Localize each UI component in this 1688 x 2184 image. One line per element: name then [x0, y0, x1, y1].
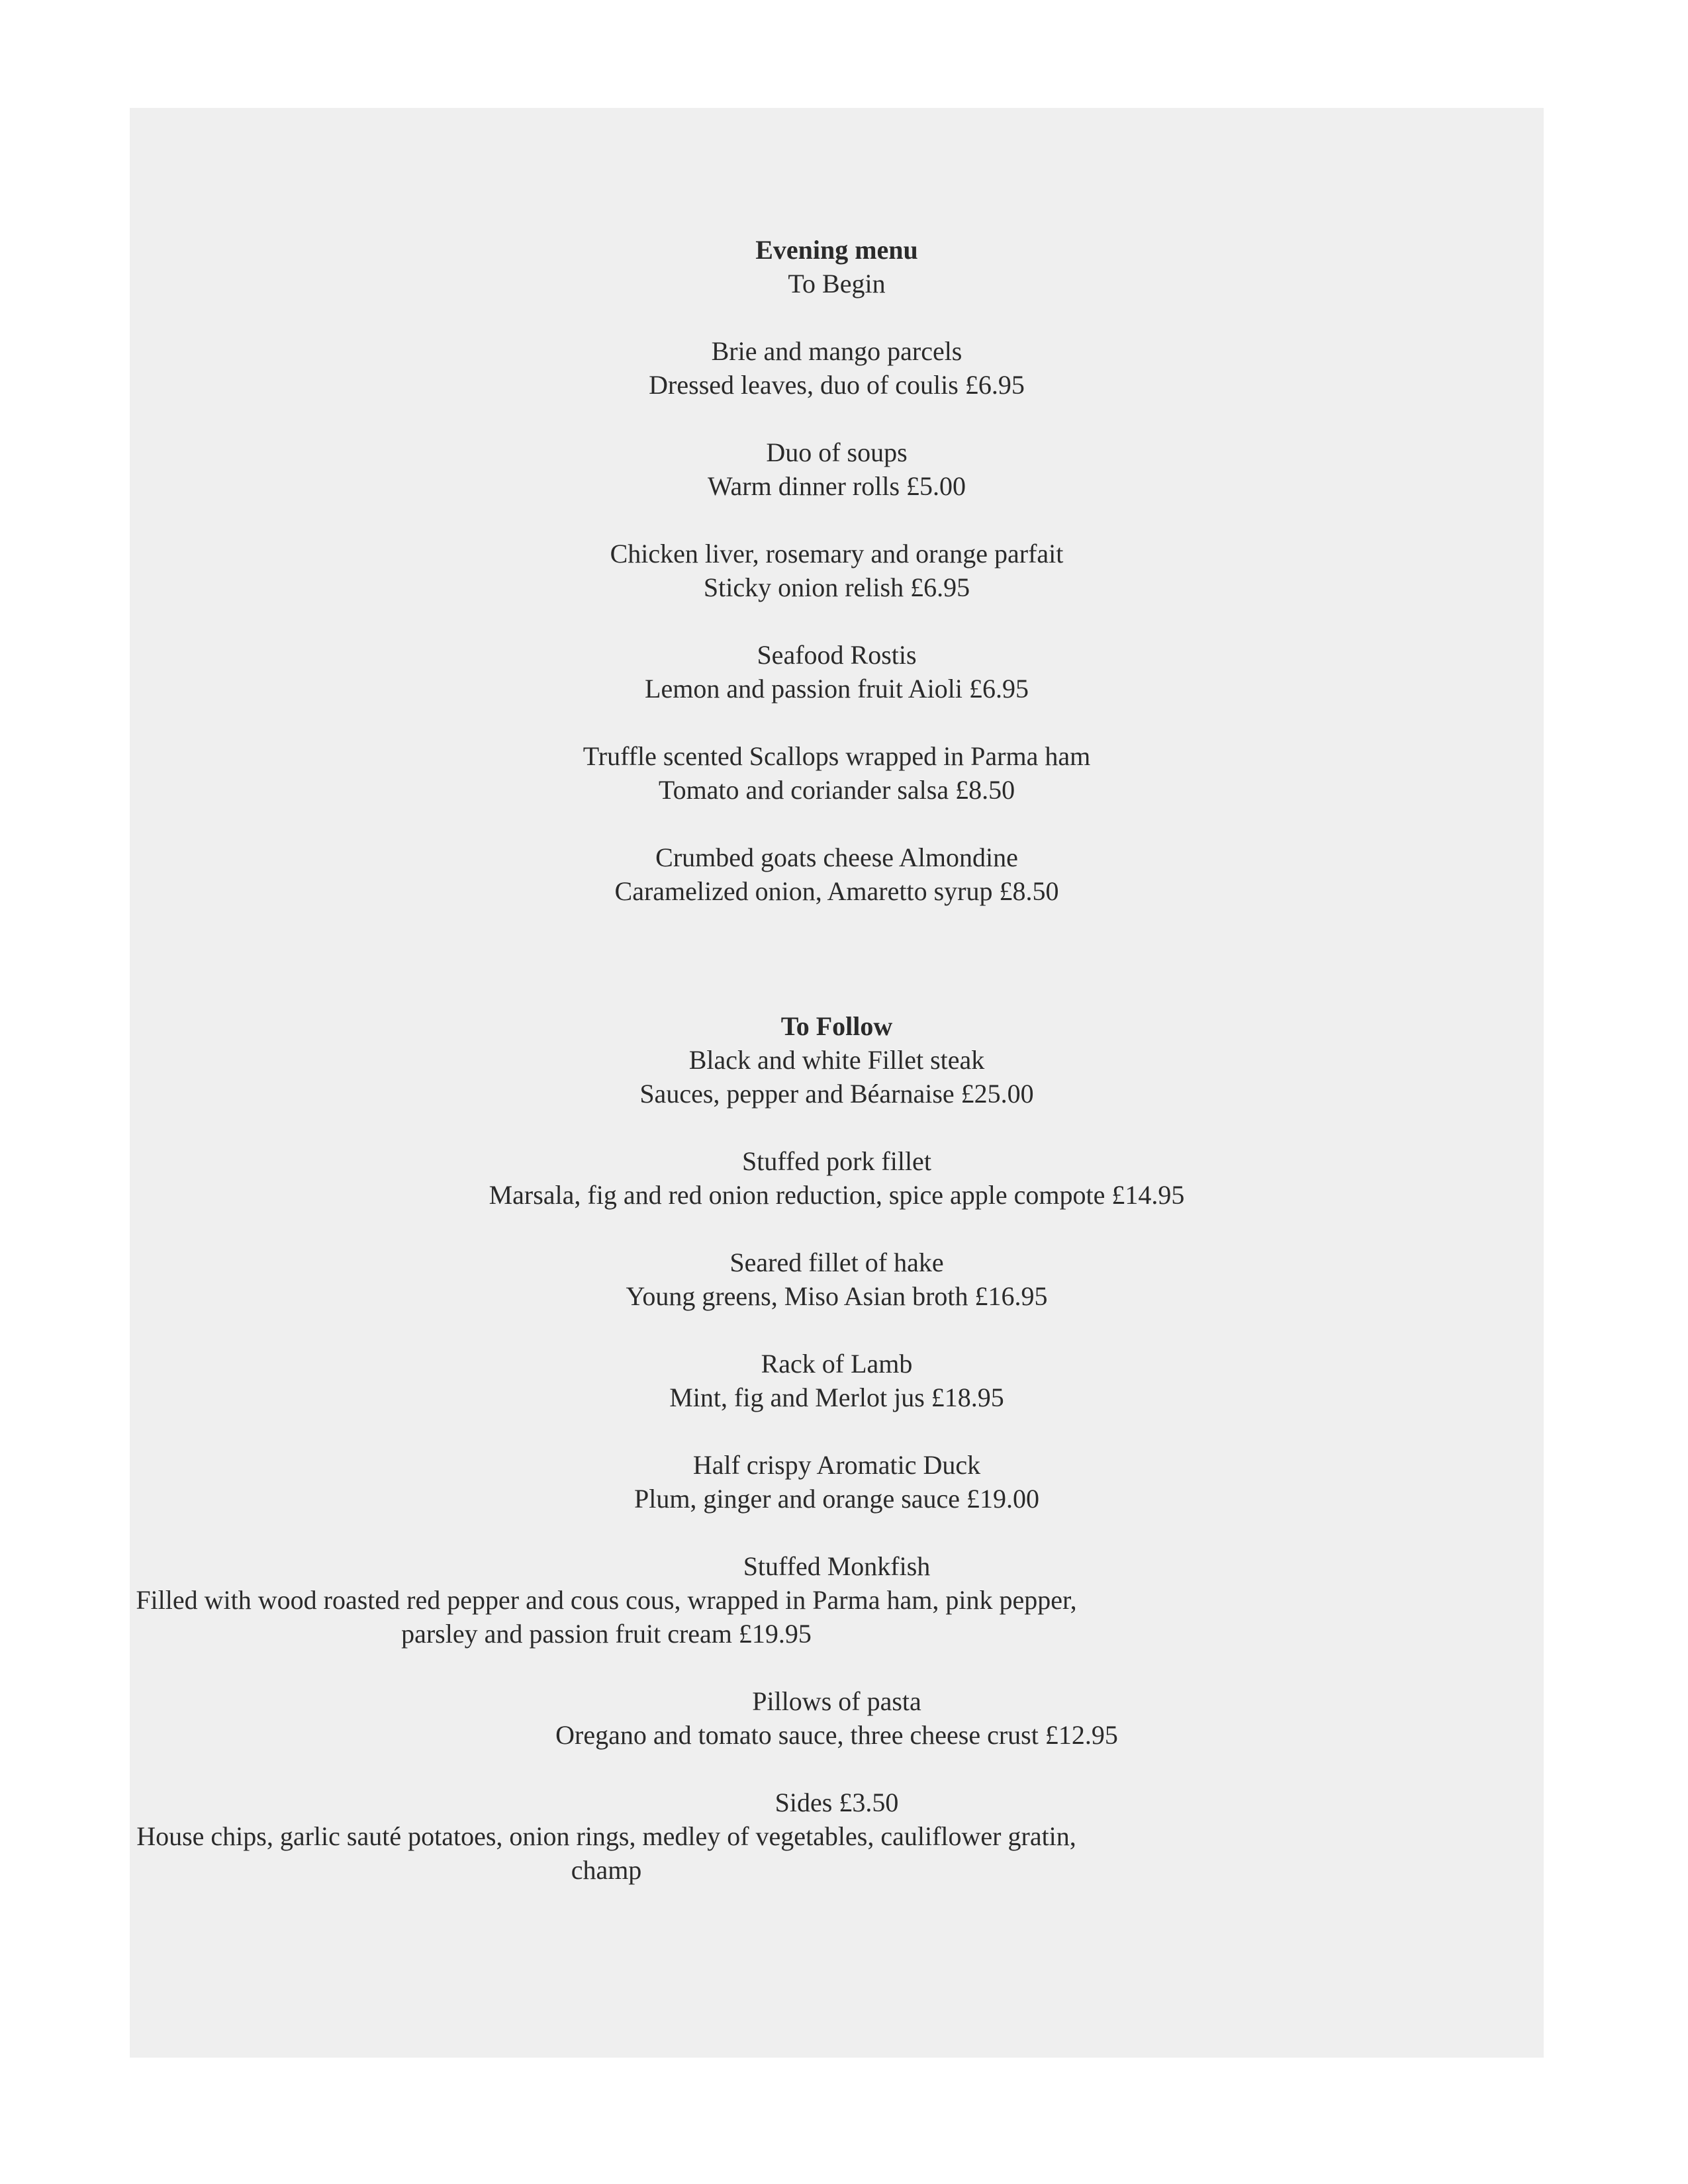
menu-item	[130, 435, 1544, 503]
menu-item	[130, 1684, 1544, 1752]
item-description: Caramelized onion, Amaretto syrup £8.50	[614, 876, 1059, 906]
menu-item	[130, 1549, 1544, 1651]
mains-list	[130, 1043, 1544, 1887]
item-description: Oregano and tomato sauce, three cheese crust £12.95	[555, 1720, 1118, 1750]
item-name: Stuffed Monkfish	[743, 1551, 931, 1581]
menu-item	[130, 1448, 1544, 1516]
menu-item	[130, 1043, 1544, 1111]
item-name: Brie and mango parcels	[711, 336, 962, 366]
menu-item	[130, 841, 1544, 908]
item-description: Marsala, fig and red onion reduction, spice apple compote £14.95	[489, 1180, 1185, 1210]
menu-item	[130, 334, 1544, 402]
mains-heading: To Follow	[780, 1011, 893, 1041]
starters-list	[130, 334, 1544, 908]
menu-item	[130, 1786, 1544, 1887]
item-name: Crumbed goats cheese Almondine	[655, 842, 1018, 872]
item-description: Lemon and passion fruit Aioli £6.95	[645, 674, 1029, 704]
item-name: Duo of soups	[766, 437, 908, 467]
item-description: Filled with wood roasted red pepper and cous cous, wrapped in Parma ham, pink pepper, parsley and passion fruit cream £19.95	[136, 1585, 1077, 1649]
item-name: Half crispy Aromatic Duck	[692, 1450, 981, 1480]
item-name: Seafood Rostis	[757, 640, 917, 670]
item-name: Sides £3.50	[774, 1788, 899, 1817]
evening-menu	[130, 233, 1544, 1887]
menu-item	[130, 537, 1544, 604]
item-description: Mint, fig and Merlot jus £18.95	[669, 1383, 1004, 1412]
menu-item	[130, 638, 1544, 705]
menu-item	[130, 1246, 1544, 1313]
item-description: Tomato and coriander salsa £8.50	[658, 775, 1015, 805]
item-name: Pillows of pasta	[752, 1686, 921, 1716]
item-description: House chips, garlic sauté potatoes, onion rings, medley of vegetables, cauliflower gratin, champ	[136, 1821, 1076, 1885]
item-description: Sauces, pepper and Béarnaise £25.00	[639, 1079, 1034, 1109]
item-description: Dressed leaves, duo of coulis £6.95	[649, 370, 1025, 400]
item-name: Stuffed pork fillet	[742, 1146, 931, 1176]
starters-heading: To Begin	[788, 269, 886, 298]
item-name: Truffle scented Scallops wrapped in Parma ham	[583, 741, 1091, 771]
item-name: Chicken liver, rosemary and orange parfait	[610, 539, 1064, 569]
item-name: Rack of Lamb	[761, 1349, 913, 1379]
item-description: Sticky onion relish £6.95	[703, 572, 970, 602]
item-name: Black and white Fillet steak	[688, 1045, 985, 1075]
menu-item	[130, 1347, 1544, 1414]
item-description: Young greens, Miso Asian broth £16.95	[626, 1281, 1048, 1311]
item-name: Seared fillet of hake	[729, 1248, 944, 1277]
menu-item	[130, 739, 1544, 807]
menu-item	[130, 1144, 1544, 1212]
item-description: Plum, ginger and orange sauce £19.00	[633, 1484, 1040, 1514]
item-description: Warm dinner rolls £5.00	[707, 471, 966, 501]
menu-title: Evening menu	[755, 235, 918, 265]
